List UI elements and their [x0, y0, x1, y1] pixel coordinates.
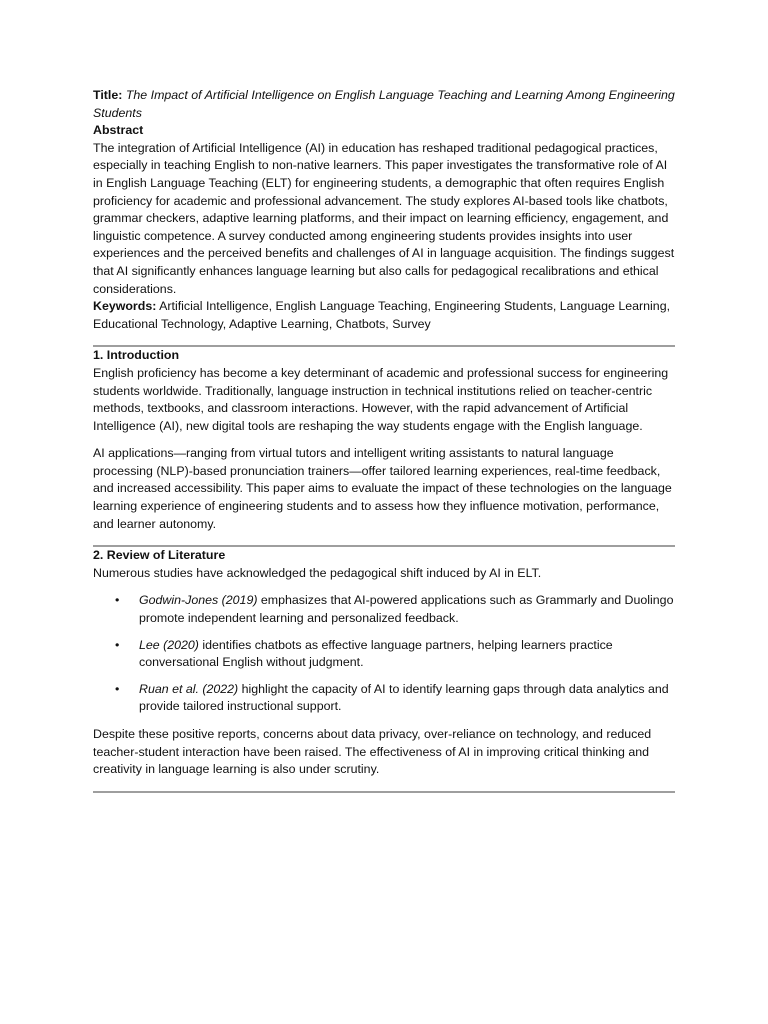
literature-heading: 2. Review of Literature [93, 548, 226, 563]
abstract-heading: Abstract [93, 123, 144, 138]
citation: Ruan et al. (2022) [139, 681, 239, 696]
citation: Godwin-Jones (2019) [139, 593, 258, 608]
citation-text: emphasizes that AI-powered applications such as Grammarly and Duolingo promote independent learning and personalized feedback. [139, 593, 674, 626]
keywords-label: Keywords: [93, 299, 157, 314]
keywords [93, 298, 675, 333]
introduction-paragraph: English proficiency has become a key determinant of academic and professional success for engineering students worldwide. Traditionally, language instruction in technical institutions relied on teacher-centric methods, textbooks, and classroom interactions. However, with the rapid advancement of Artificial Intelligence (AI), new digital tools are reshaping the way students engage with the English language. [93, 365, 669, 433]
document-page [93, 87, 675, 793]
bullet-icon: • [115, 593, 120, 608]
citation: Lee (2020) [139, 637, 199, 652]
title-label: Title: [93, 88, 123, 102]
list-item [93, 592, 675, 627]
list-item [93, 637, 675, 672]
literature-closing: Despite these positive reports, concerns about data privacy, over-reliance on technology, and reduced teacher-student interaction have been raised. The effectiveness of AI in improving critical thinking and creativity in language learning is also under scrutiny. [93, 727, 652, 777]
abstract-body: The integration of Artificial Intelligence (AI) in education has reshaped traditional pedagogical practices, especially in teaching English to non-native learners. This paper investigates the transformative role of AI in English Language Teaching (ELT) for engineering students, a demographic that often requires English proficiency for academic and professional advancement. The study explores AI-based tools like chatbots, grammar checkers, adaptive learning platforms, and their impact on learning efficiency, engagement, and linguistic competence. A survey conducted among engineering students provides insights into user experiences and the perceived benefits and challenges of AI in language acquisition. The findings suggest that AI significantly enhances language learning but also calls for pedagogical recalibrations and ethical considerations. [93, 140, 675, 296]
citation-text: identifies chatbots as effective language partners, helping learners practice conversational English without judgment. [139, 637, 613, 670]
paper-title [93, 87, 675, 122]
section-divider [93, 791, 675, 793]
introduction-heading: 1. Introduction [93, 348, 180, 363]
list-item [93, 681, 675, 716]
keywords-text: Artificial Intelligence, English Language Teaching, Engineering Students, Language Learning, Educational Technology, Adaptive Learning, Chatbots, Survey [93, 299, 671, 331]
introduction-paragraph: AI applications—ranging from virtual tutors and intelligent writing assistants to natural language processing (NLP)-based pronunciation trainers—offer tailored learning experiences, real-time feedback, and increased accessibility. This paper aims to evaluate the impact of these technologies on the language learning experience of engineering students and to assess how they influence motivation, performance, and learner autonomy. [93, 446, 672, 531]
title-text: The Impact of Artificial Intelligence on English Language Teaching and Learning Among Engineering Students [93, 88, 675, 120]
literature-intro: Numerous studies have acknowledged the pedagogical shift induced by AI in ELT. [93, 565, 542, 580]
bullet-icon: • [115, 637, 120, 652]
literature-list [93, 592, 675, 716]
citation-text: highlight the capacity of AI to identify learning gaps through data analytics and provide tailored instructional support. [139, 681, 669, 714]
bullet-icon: • [115, 681, 120, 696]
